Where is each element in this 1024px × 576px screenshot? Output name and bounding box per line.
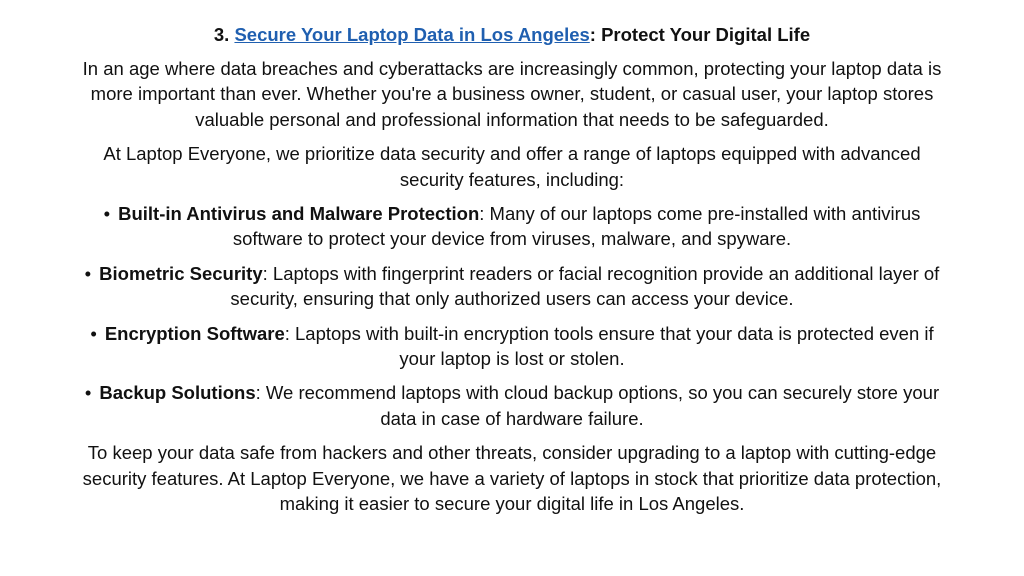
list-item (72, 261, 952, 312)
feature-title: Encryption Software (104, 322, 285, 344)
bullet-icon: • (103, 203, 111, 225)
section-title-rest: : Protect Your Digital Life (589, 24, 811, 45)
feature-title: Backup Solutions (99, 382, 256, 404)
feature-list (72, 201, 952, 431)
bullet-icon: • (84, 382, 92, 404)
feature-text: : We recommend laptops with cloud backup options, so you can securely store your data in case of hardware failure. (255, 382, 940, 429)
closing-paragraph: To keep your data safe from hackers and other threats, consider upgrading to a laptop with cutting-edge security features. At Laptop Everyone, we have a variety of laptops in stock that prioritize data protection, making it easier to secure your digital life in Los Angeles. (82, 442, 942, 515)
feature-title: Built-in Antivirus and Malware Protection (118, 203, 480, 225)
section-heading (72, 22, 952, 47)
feature-text: : Laptops with fingerprint readers or facial recognition provide an additional layer of security, ensuring that only authorized users can access your device. (230, 262, 940, 310)
bullet-icon: • (90, 322, 97, 344)
list-item (72, 201, 952, 252)
feature-title: Biometric Security (99, 262, 263, 284)
list-item (72, 321, 952, 372)
feature-text: : Many of our laptops come pre-installed with antivirus software to protect your device from viruses, malware, and spyware. (232, 203, 921, 250)
section-number: 3. (213, 24, 230, 45)
list-item (72, 380, 952, 431)
intro-paragraph: In an age where data breaches and cyberattacks are increasingly common, protecting your laptop data is more important than ever. Whether you're a business owner, student, or casual user, your laptop stores valuable personal and professional information that needs to be safeguarded. (82, 58, 942, 130)
bullet-icon: • (84, 262, 92, 284)
slide-content (72, 22, 952, 526)
feature-text: : Laptops with built-in encryption tools ensure that your data is protected even if your laptop is lost or stolen. (284, 322, 934, 370)
section-title-link[interactable]: Secure Your Laptop Data in Los Angeles (234, 24, 590, 45)
lead-paragraph: At Laptop Everyone, we prioritize data security and offer a range of laptops equipped with advanced security features, including: (103, 143, 921, 190)
